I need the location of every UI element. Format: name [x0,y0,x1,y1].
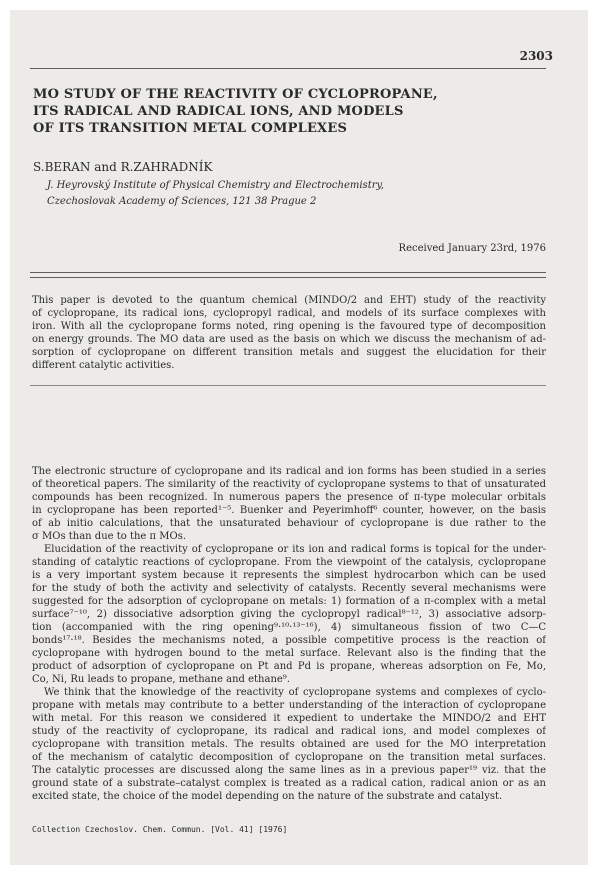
body-line: tion (accompanied with the ring opening⁹·¹⁰·¹³⁻¹⁶), 4) simultaneous fission of two C—C [32,622,546,633]
body-line: product of adsorption of cyclopropane on Pt and Pd is propane, whereas adsorption on Fe, Mo, [32,661,546,672]
body-line: The catalytic processes are discussed along the same lines as in a previous paper¹⁹ viz. that the [32,765,546,776]
received-date: Received January 23rd, 1976 [398,243,546,254]
title-line: MO STUDY OF THE REACTIVITY OF CYCLOPROPANE, [33,87,438,102]
journal-footer: Collection Czechoslov. Chem. Commun. [Vol. 41] [1976] [32,825,288,834]
authors: S.BERAN and R.ZAHRADNÍK [33,160,213,174]
header-rule [30,68,546,69]
body-line: We think that the knowledge of the reactivity of cyclopropane systems and complexes of cyclo- [44,687,546,698]
body-line: cyclopropane with hydrogen bound to the metal surface. Relevant also is the finding that the [32,648,546,659]
body-line: propane with metals may contribute to a better understanding of the interaction of cyclopropane [32,700,546,711]
body-text [32,465,546,803]
abstract-line: iron. With all the cyclopropane forms noted, ring opening is the favoured type of decomposition [32,321,546,332]
title-line: OF ITS TRANSITION METAL COMPLEXES [33,121,348,136]
body-line: Co, Ni, Ru leads to propane, methane and ethane⁹. [32,674,290,685]
body-line: compounds has been recognized. In numerous papers the presence of π-type molecular orbitals [32,492,546,503]
body-line: Elucidation of the reactivity of cyclopropane or its ion and radical forms is topical for the under- [44,544,546,555]
abstract-line: on energy grounds. The MO data are used as the basis on which we discuss the mechanism of ad- [32,334,546,345]
body-line: for the study of both the activity and selectivity of catalysts. Recently several mechanisms were [32,583,546,594]
journal-page [10,10,588,865]
affiliation-line: Czechoslovak Academy of Sciences, 121 38 Prague 2 [47,196,317,207]
body-line: ground state of a substrate–catalyst complex is treated as a radical cation, radical anion or as an [32,778,546,789]
body-line: with metal. For this reason we considered it expedient to undertake the MINDO/2 and EHT [32,713,546,724]
abstract-line: of cyclopropane, its radical ions, cyclopropyl radical, and models of its surface complexes with [32,308,546,319]
body-line: bonds¹⁷·¹⁸. Besides the mechanisms noted, a possible competitive process is the reaction of [32,635,546,646]
affiliation-line: J. Heyrovský Institute of Physical Chemistry and Electrochemistry, [47,180,384,191]
body-line: in cyclopropane has been reported¹⁻⁵. Buenker and Peyerimhoff⁶ counter, however, on the basis [32,505,546,516]
body-line: of theoretical papers. The similarity of the reactivity of cyclopropane systems to that of unsaturated [32,479,546,490]
page-number: 2303 [519,49,553,63]
body-line: excited state, the choice of the model depending on the nature of the substrate and catalyst. [32,791,503,802]
abstract-bottom-rule [30,385,546,386]
body-line: of ab initio calculations, that the unsaturated behaviour of cyclopropane is due rather to the [32,518,546,529]
body-line: suggested for the adsorption of cyclopropane on metals: 1) formation of a π-complex with a metal [32,596,546,607]
abstract-line: different catalytic activities. [32,360,175,371]
abstract-top-rule-thin [30,277,546,278]
body-line: cyclopropane with transition metals. The results obtained are used for the MO interpretation [32,739,546,750]
title-line: ITS RADICAL AND RADICAL IONS, AND MODELS [33,104,404,119]
body-line: is a very important system because it represents the simplest hydrocarbon which can be used [32,570,546,581]
body-line: The electronic structure of cyclopropane and its radical and ion forms has been studied in a series [32,466,546,477]
body-line: standing of catalytic reactions of cyclopropane. From the viewpoint of the catalysis, cyclopropane [32,557,546,568]
abstract-line: This paper is devoted to the quantum chemical (MINDO/2 and EHT) study of the reactivity [32,295,546,306]
article-title [33,86,553,137]
body-line: of the mechanism of catalytic decomposition of cyclopropane on the transition metal surfaces. [32,752,546,763]
body-line: σ MOs than due to the π MOs. [32,531,187,542]
abstract-line: sorption of cyclopropane on different transition metals and suggest the elucidation for their [32,347,546,358]
body-line: surface⁷⁻¹⁰, 2) dissociative adsorption giving the cyclopropyl radical⁸⁻¹², 3) associative adsorp- [32,609,546,620]
body-line: study of the reactivity of cyclopropane, its radical and radical ions, and model complexes of [32,726,546,737]
abstract-top-rule [30,272,546,273]
affiliation [47,178,384,210]
abstract [32,294,546,372]
